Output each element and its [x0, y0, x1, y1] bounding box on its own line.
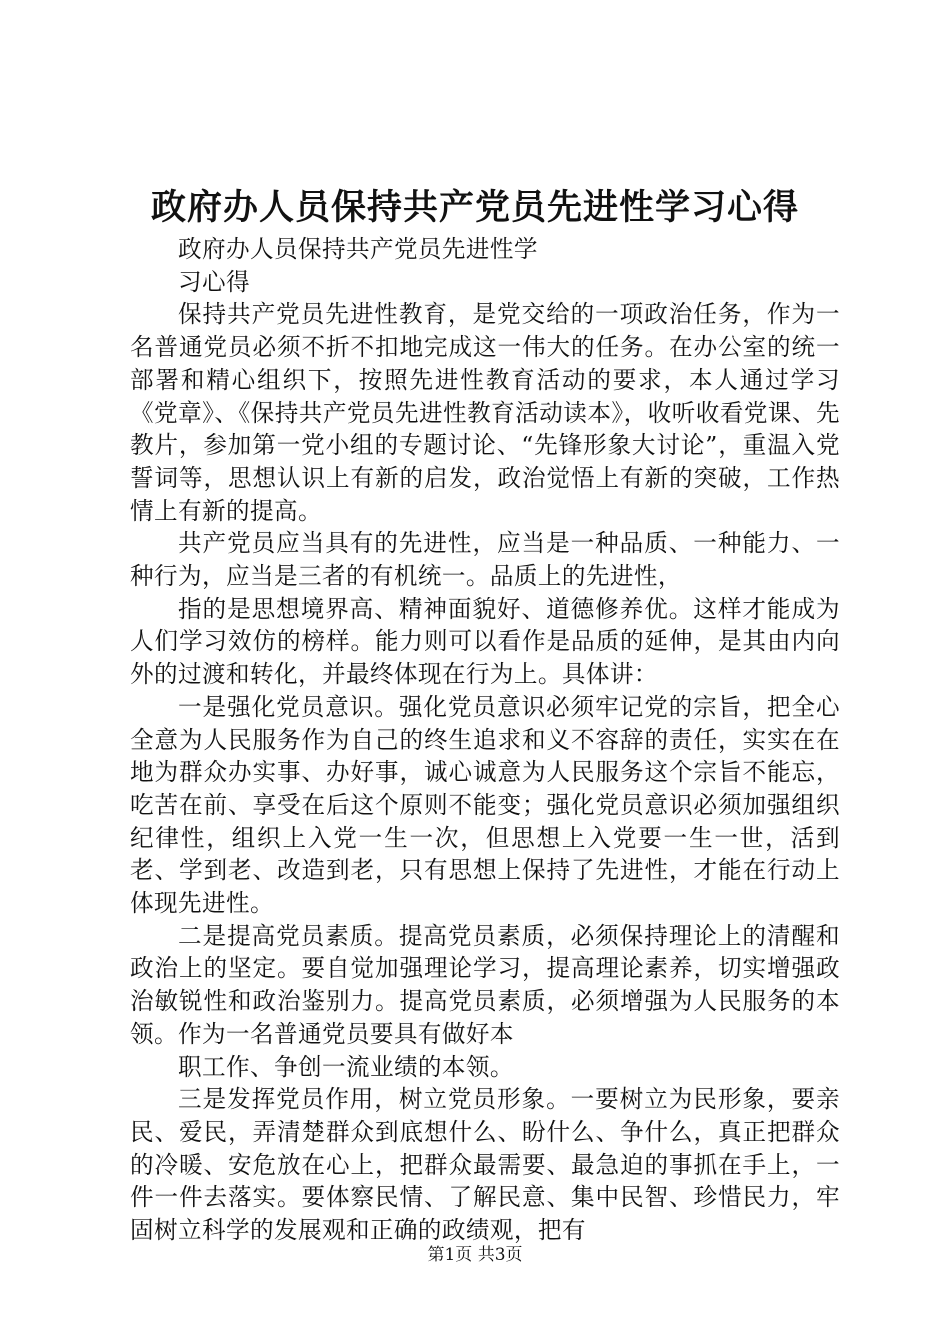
paragraph: 职工作、争创一流业绩的本领。	[178, 1052, 514, 1081]
subtitle-line-1: 政府办人员保持共产党员先进性学	[178, 235, 538, 263]
paragraph: 指的是思想境界高、精神面貌好、道德修养优。这样才能成为人们学习效仿的榜样。能力则可以看作是品质的延伸，是其由内向外的过渡和转化，并最终体现在行为上。具体讲：	[130, 594, 840, 689]
page-number: 第1页 共3页	[427, 1245, 523, 1265]
document-body	[130, 233, 840, 1247]
paragraph: 二是提高党员素质。提高党员素质，必须保持理论上的清醒和政治上的坚定。要自觉加强理论学习，提高理论素养，切实增强政治敏锐性和政治鉴别力。提高党员素质，必须增强为人民服务的本领。作为一名普通党员要具有做好本	[130, 921, 840, 1048]
subtitle-line-2: 习心得	[178, 267, 250, 296]
paragraph: 一是强化党员意识。强化党员意识必须牢记党的宗旨，把全心全意为人民服务作为自己的终生追求和义不容辞的责任，实实在在地为群众办实事、办好事，诚心诚意为人民服务这个宗旨不能忘，吃苦在前、享受在后这个原则不能变；强化党员意识必须加强组织纪律性，组织上入党一生一次，但思想上入党要一生一世，活到老、学到老、改造到老，只有思想上保持了先进性，才能在行动上体现先进性。	[130, 692, 840, 918]
paragraph: 保持共产党员先进性教育，是党交给的一项政治任务，作为一名普通党员必须不折不扣地完成这一伟大的任务。在办公室的统一部署和精心组织下，按照先进性教育活动的要求，本人通过学习《党章》、《保持共产党员先进性教育活动读本》，收听收看党课、先教片，参加第一党小组的专题讨论、“先锋形象大讨论”，重温入党誓词等，思想认识上有新的启发，政治觉悟上有新的突破，工作热情上有新的提高。	[130, 300, 840, 525]
paragraph: 三是发挥党员作用，树立党员形象。一要树立为民形象，要亲民、爱民，弄清楚群众到底想什么、盼什么、争什么，真正把群众的冷暖、安危放在心上，把群众最需要、最急迫的事抓在手上，一件一件去落实。要体察民情、了解民意、集中民智、珍惜民力，牢固树立科学的发展观和正确的政绩观，把有	[130, 1085, 840, 1245]
paragraph: 共产党员应当具有的先进性，应当是一种品质、一种能力、一种行为，应当是三者的有机统一。品质上的先进性，	[130, 529, 840, 591]
document-title: 政府办人员保持共产党员先进性学习心得	[150, 187, 799, 228]
